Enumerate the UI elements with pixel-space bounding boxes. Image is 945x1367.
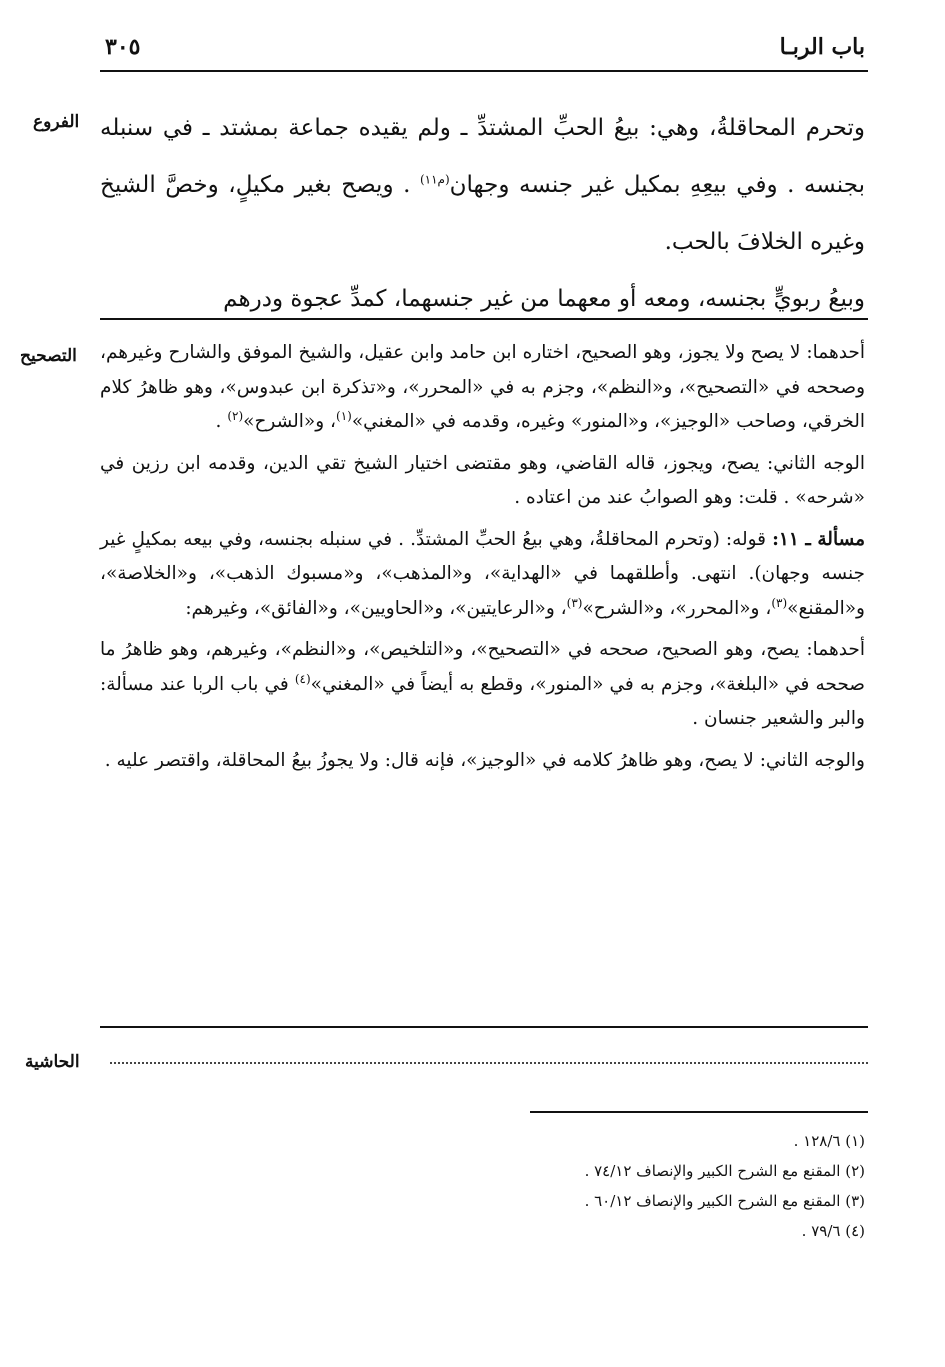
tashih-text-block bbox=[100, 336, 865, 785]
footnote-item: (٣) المقنع مع الشرح الكبير والإنصاف ٦٠/١٢ . bbox=[584, 1192, 865, 1210]
footnotes bbox=[585, 1126, 865, 1246]
side-label-furu: الفروع bbox=[33, 112, 80, 132]
main-footnote-marker: (م١١) bbox=[419, 172, 450, 187]
footnote-item: (٤) ٧٩/٦ . bbox=[801, 1222, 865, 1240]
tashih-paragraph-3: مسألة ـ ١١: قوله: (وتحرم المحاقلةُ، وهي بيعُ الحبِّ المشتدِّ. . في سنبله بجنسه، وفي بيعه بمكيلٍ غير جنسه وجهان). انتهى. وأطلقهما في «الهداية»، و«المذهب»، و«مسبوك الذهب»، و«الخلاصة»، و«المقنع»$^{(٣)}$، و«المحرر»، و«الشرح»$^{(٣)}$، و«الرعايتين»، و«الحاويين»، و«الفائق»، وغيرهم: bbox=[100, 528, 865, 619]
footnote-marker-3b: (٣) bbox=[566, 595, 583, 610]
side-label-hashiya: الحاشية bbox=[25, 1052, 80, 1072]
footnote-item: (٢) المقنع مع الشرح الكبير والإنصاف ٧٤/١٢ . bbox=[584, 1162, 865, 1180]
chapter-title: باب الربـا bbox=[779, 34, 865, 60]
lower-rule bbox=[100, 1026, 868, 1028]
main-paragraph-1: وتحرم المحاقلةُ، وهي: بيعُ الحبِّ المشتدِّ ـ ولم يقيده جماعة بمشتد ـ في سنبله بجنسه . وفي بيعِهِ بمكيل غير جنسه وجهان$^{(م١١)}$ . ويصح بغير مكيلٍ، وخصَّ الشيخ وغيره الخلافَ بالحب. bbox=[100, 115, 865, 255]
main-paragraph-2: وبيعُ ربويٍّ بجنسه، ومعه أو معهما من غير جنسهما، كمدِّ عجوة ودرهم bbox=[223, 286, 865, 312]
footnote-marker-2: (٢) bbox=[227, 408, 244, 423]
middle-rule bbox=[100, 318, 868, 320]
tashih-paragraph-5: والوجه الثاني: لا يصح، وهو ظاهرُ كلامه في «الوجيز»، فإنه قال: ولا يجوزُ بيعُ المحاقلة، واقتصر عليه . bbox=[104, 749, 865, 771]
main-text-block bbox=[100, 100, 865, 328]
tashih-paragraph-4: أحدهما: يصح، وهو الصحيح، صححه في «التصحيح»، و«التلخيص»، و«النظم»، وغيرهم، وهو ظاهرُ ما صححه في «البلغة»، وجزم به في «المنور»، وقطع به أيضاً في «المغني»$^{(٤)}$ في باب الربا عند مسألة: والبر والشعير جنسان . bbox=[100, 639, 865, 729]
header-rule bbox=[100, 70, 868, 72]
footnote-rule bbox=[530, 1111, 868, 1113]
footnote-marker-4: (٤) bbox=[294, 671, 311, 686]
page-number: ٣٠٥ bbox=[105, 34, 141, 60]
footnote-item: (١) ١٢٨/٦ . bbox=[793, 1132, 865, 1150]
masala-label: مسألة ـ ١١: bbox=[772, 528, 865, 550]
tashih-paragraph-1: أحدهما: لا يصح ولا يجوز، وهو الصحيح، اختاره ابن حامد وابن عقيل، والشيخ الموفق والشارح وغيرهم، وصححه في «التصحيح»، و«النظم»، وجزم به في «المحرر»، و«تذكرة ابن عبدوس»، وهو ظاهرُ كلام الخرقي، وصاحب «الوجيز»، و«المنور» وغيره، وقدمه في «المغني»$^{(١)}$، و«الشرح»$^{(٢)}$ . bbox=[100, 342, 865, 432]
tashih-paragraph-2: الوجه الثاني: يصح، ويجوز، قاله القاضي، وهو مقتضى اختيار الشيخ تقي الدين، وقدمه ابن رزين في «شرحه» . قلت: وهو الصوابُ عند من اعتاده . bbox=[100, 452, 865, 508]
hashiya-dotted-line bbox=[110, 1054, 868, 1064]
side-label-tashih: التصحيح bbox=[20, 346, 77, 366]
footnote-marker-3a: (٣) bbox=[771, 595, 788, 610]
footnote-marker-1: (١) bbox=[336, 408, 352, 423]
